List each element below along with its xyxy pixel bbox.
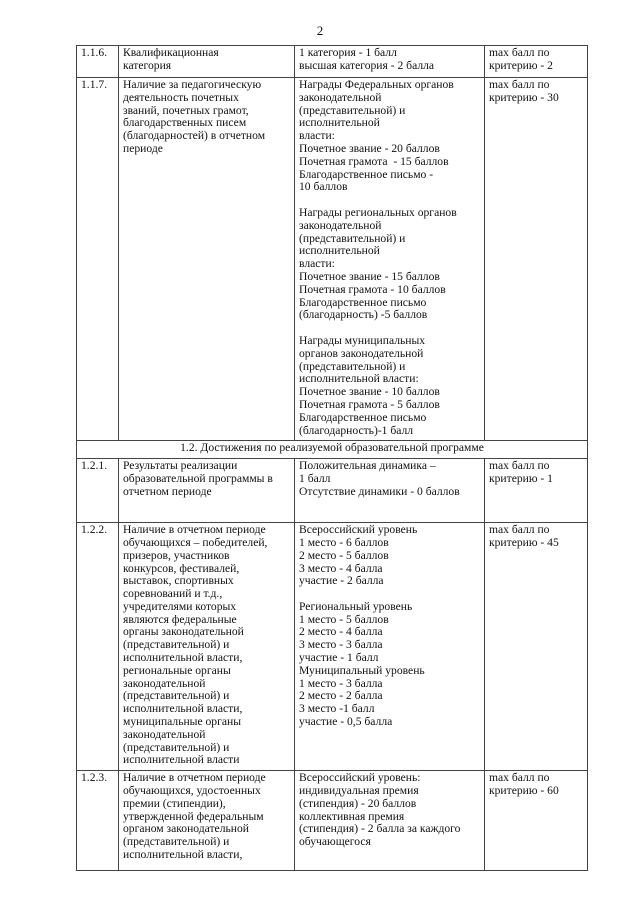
text-line: критерию - 45: [489, 535, 559, 549]
text-line: власти:: [299, 129, 335, 143]
criterion-cell: [119, 78, 295, 441]
text-line: обучающегося: [299, 835, 371, 849]
text-line: благодарственных писем: [123, 116, 247, 130]
text-line: 2 место - 4 балла: [299, 625, 383, 639]
text-line: исполнительной: [299, 116, 380, 130]
text-line: званий, почетных грамот,: [123, 103, 249, 117]
text-line: (благодарность)-1 балл: [299, 423, 414, 437]
text-line: конкурсов, фестивалей,: [123, 561, 240, 575]
text-line: участие - 0,5 балла: [299, 715, 393, 729]
text-line: призеров, участников: [123, 548, 230, 562]
text-line: обучающихся – победителей,: [123, 535, 268, 549]
scores-cell: [295, 523, 485, 771]
text-line: Награды Федеральных органов: [299, 78, 454, 91]
row-number: 1.1.7.: [77, 78, 119, 441]
text-line: (благодарностей) в отчетном: [123, 129, 266, 143]
text-line: 3 место - 3 балла: [299, 638, 383, 652]
text-line: (представительной) и: [299, 103, 406, 117]
text-line: органы законодательной: [123, 625, 244, 639]
text-line: (стипендия) - 20 баллов: [299, 796, 417, 810]
text-line: Благодарственное письмо -: [299, 167, 434, 181]
text-line: 10 баллов: [299, 180, 348, 194]
criterion-cell: [119, 46, 295, 78]
row-number: 1.1.6.: [77, 46, 119, 78]
text-line: соревнований и т.д.,: [123, 587, 223, 601]
text-line: (стипендия) - 2 балла за каждого: [299, 822, 461, 836]
text-line: Положительная динамика –: [299, 459, 436, 473]
text-line: 2 место - 5 баллов: [299, 548, 389, 562]
text-line: (представительной) и: [123, 689, 230, 703]
text-line: органов законодательной: [299, 346, 424, 360]
text-line: высшая категория - 2 балла: [299, 58, 435, 72]
text-line: 3 место - 4 балла: [299, 561, 383, 575]
table-row: [77, 459, 588, 523]
text-line: Всероссийский уровень:: [299, 771, 421, 785]
scores-cell: [295, 771, 485, 871]
text-line: Региональный уровень: [299, 599, 413, 613]
text-line: Почетное звание - 15 баллов: [299, 269, 440, 283]
text-line: категория: [123, 58, 172, 72]
text-line: Награды региональных органов: [299, 205, 457, 219]
text-line: Благодарственное письмо: [299, 295, 427, 309]
row-number: 1.2.2.: [77, 523, 119, 771]
max-score-cell: [485, 523, 588, 771]
text-line: учредителями которых: [123, 599, 237, 613]
text-line: Почетная грамота - 5 баллов: [299, 397, 440, 411]
text-line: Награды муниципальных: [299, 333, 426, 347]
text-line: критерию - 60: [489, 784, 559, 798]
scores-cell: [295, 46, 485, 78]
text-line: max балл по: [489, 523, 550, 537]
criteria-table: [76, 45, 588, 871]
text-line: 1 категория - 1 балл: [299, 46, 397, 59]
text-line: исполнительной власти,: [123, 848, 243, 862]
text-line: Почетное звание - 10 баллов: [299, 385, 440, 399]
text-line: участие - 2 балла: [299, 574, 384, 588]
criterion-cell: [119, 771, 295, 871]
text-line: исполнительной: [299, 244, 380, 258]
max-score-cell: [485, 46, 588, 78]
text-line: власти:: [299, 257, 335, 271]
text-line: 1 место - 6 баллов: [299, 535, 389, 549]
table-row: [77, 78, 588, 441]
text-line: исполнительной власти,: [123, 651, 243, 665]
table-row: [77, 523, 588, 771]
text-line: Муниципальный уровень: [299, 663, 425, 677]
text-line: max балл по: [489, 46, 550, 59]
text-line: max балл по: [489, 771, 550, 785]
text-line: (представительной) и: [123, 740, 230, 754]
text-line: выставок, спортивных: [123, 574, 234, 588]
max-score-cell: [485, 78, 588, 441]
text-line: органом законодательной: [123, 822, 249, 836]
text-line: участие - 1 балл: [299, 651, 379, 665]
text-line: 1 балл: [299, 471, 331, 485]
row-number: 1.2.3.: [77, 771, 119, 871]
row-number: 1.2.1.: [77, 459, 119, 523]
text-line: исполнительной власти,: [123, 702, 243, 716]
text-line: образовательной программы в: [123, 471, 273, 485]
text-line: Наличие за педагогическую: [123, 78, 262, 91]
text-line: (представительной) и: [123, 638, 230, 652]
text-line: критерию - 30: [489, 90, 559, 104]
text-line: Отсутствие динамики - 0 баллов: [299, 484, 460, 498]
max-score-cell: [485, 771, 588, 871]
text-line: обучающихся, удостоенных: [123, 784, 261, 798]
text-line: Наличие в отчетном периоде: [123, 523, 266, 537]
text-line: Почетная грамота - 10 баллов: [299, 282, 446, 296]
text-line: 1 место - 5 баллов: [299, 612, 389, 626]
text-line: (благодарность) -5 баллов: [299, 308, 428, 322]
text-line: критерию - 1: [489, 471, 553, 485]
text-line: (представительной) и: [123, 835, 230, 849]
criterion-cell: [119, 459, 295, 523]
text-line: исполнительной власти:: [299, 372, 419, 386]
text-line: Благодарственное письмо: [299, 410, 427, 424]
text-line: 3 место -1 балл: [299, 702, 375, 716]
text-line: законодательной: [299, 218, 382, 232]
text-line: max балл по: [489, 459, 550, 473]
text-line: (представительной) и: [299, 231, 406, 245]
text-line: max балл по: [489, 78, 550, 91]
text-line: Результаты реализации: [123, 459, 238, 473]
max-score-cell: [485, 459, 588, 523]
text-line: критерию - 2: [489, 58, 553, 72]
scores-cell: [295, 459, 485, 523]
text-line: утвержденной федеральным: [123, 809, 264, 823]
table-row: [77, 771, 588, 871]
text-line: исполнительной власти: [123, 753, 240, 767]
text-line: деятельность почетных: [123, 90, 239, 104]
scores-cell: [295, 78, 485, 441]
page-number: 2: [316, 23, 324, 38]
section-header: 1.2. Достижения по реализуемой образовательной программе: [77, 441, 588, 459]
text-line: премии (стипендии),: [123, 796, 226, 810]
section-header-row: [77, 441, 588, 459]
criterion-cell: [119, 523, 295, 771]
text-line: периоде: [123, 141, 163, 155]
text-line: (представительной) и: [299, 359, 406, 373]
text-line: региональные органы: [123, 663, 231, 677]
text-line: Почетное звание - 20 баллов: [299, 141, 440, 155]
text-line: законодательной: [123, 727, 206, 741]
text-line: Квалификационная: [123, 46, 219, 59]
text-line: 2 место - 2 балла: [299, 689, 383, 703]
text-line: законодательной: [123, 676, 206, 690]
text-line: коллективная премия: [299, 809, 405, 823]
text-line: Наличие в отчетном периоде: [123, 771, 266, 785]
table-row: [77, 46, 588, 78]
text-line: муниципальные органы: [123, 715, 242, 729]
text-line: Всероссийский уровень: [299, 523, 418, 537]
text-line: являются федеральные: [123, 612, 237, 626]
text-line: 1 место - 3 балла: [299, 676, 383, 690]
blank-line: [299, 588, 480, 601]
text-line: отчетном периоде: [123, 484, 212, 498]
text-line: индивидуальная премия: [299, 784, 419, 798]
text-line: Почетная грамота - 15 баллов: [299, 154, 449, 168]
text-line: законодательной: [299, 90, 382, 104]
